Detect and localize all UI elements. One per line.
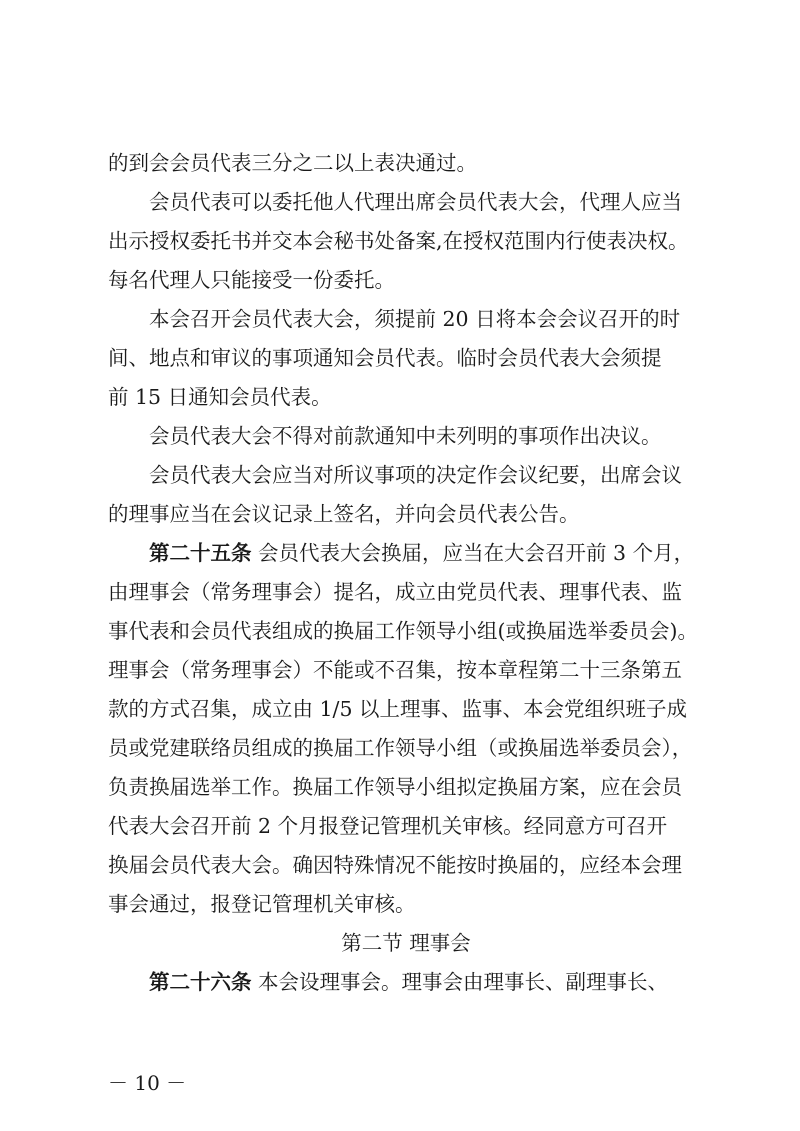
text-line: 由理事会（常务理事会）提名，成立由党员代表、理事代表、监: [108, 580, 682, 604]
text-line: 事代表和会员代表组成的换届工作领导小组(或换届选举委员会)。: [108, 619, 698, 643]
text-line: 间、地点和审议的事项通知会员代表。临时会员代表大会须提: [108, 346, 662, 370]
text-line: 每名代理人只能接受一份委托。: [108, 268, 395, 292]
text-line: 会员代表大会应当对所议事项的决定作会议纪要，出席会议: [149, 463, 682, 487]
article-text: 本会设理事会。理事会由理事长、副理事长、: [251, 970, 669, 994]
text-line: 的到会会员代表三分之二以上表决通过。: [108, 151, 477, 175]
text-line: 会员代表大会不得对前款通知中未列明的事项作出决议。: [149, 424, 662, 448]
article-heading-line: [149, 540, 704, 567]
section-heading: 第二节 理事会: [341, 931, 471, 955]
text-line: 款的方式召集，成立由 1/5 以上理事、监事、本会党组织班子成: [108, 697, 688, 721]
article-heading-line: [149, 969, 704, 996]
text-line: 换届会员代表大会。确因特殊情况不能按时换届的，应经本会理: [108, 853, 682, 877]
text-line: 前 15 日通知会员代表。: [108, 385, 332, 409]
text-line: 负责换届选举工作。换届工作领导小组拟定换届方案，应在会员: [108, 775, 682, 799]
article-number: 第二十六条: [149, 970, 252, 994]
article-text: 会员代表大会换届，应当在大会召开前 3 个月，: [251, 541, 695, 565]
text-line: 理事会（常务理事会）不能或不召集，按本章程第二十三条第五: [108, 658, 682, 682]
page-number: － 10 －: [108, 1071, 187, 1095]
text-line: 事会通过，报登记管理机关审核。: [108, 892, 416, 916]
text-line: 员或党建联络员组成的换届工作领导小组（或换届选举委员会），: [108, 736, 693, 760]
text-line: 出示授权委托书并交本会秘书处备案,在授权范围内行使表决权。: [108, 229, 689, 253]
text-line: 本会召开会员代表大会，须提前 20 日将本会会议召开的时: [149, 307, 681, 331]
article-number: 第二十五条: [149, 541, 252, 565]
text-line: 会员代表可以委托他人代理出席会员代表大会，代理人应当: [149, 190, 682, 214]
text-line: 代表大会召开前 2 个月报登记管理机关审核。经同意方可召开: [108, 814, 668, 838]
text-line: 的理事应当在会议记录上签名，并向会员代表公告。: [108, 502, 580, 526]
